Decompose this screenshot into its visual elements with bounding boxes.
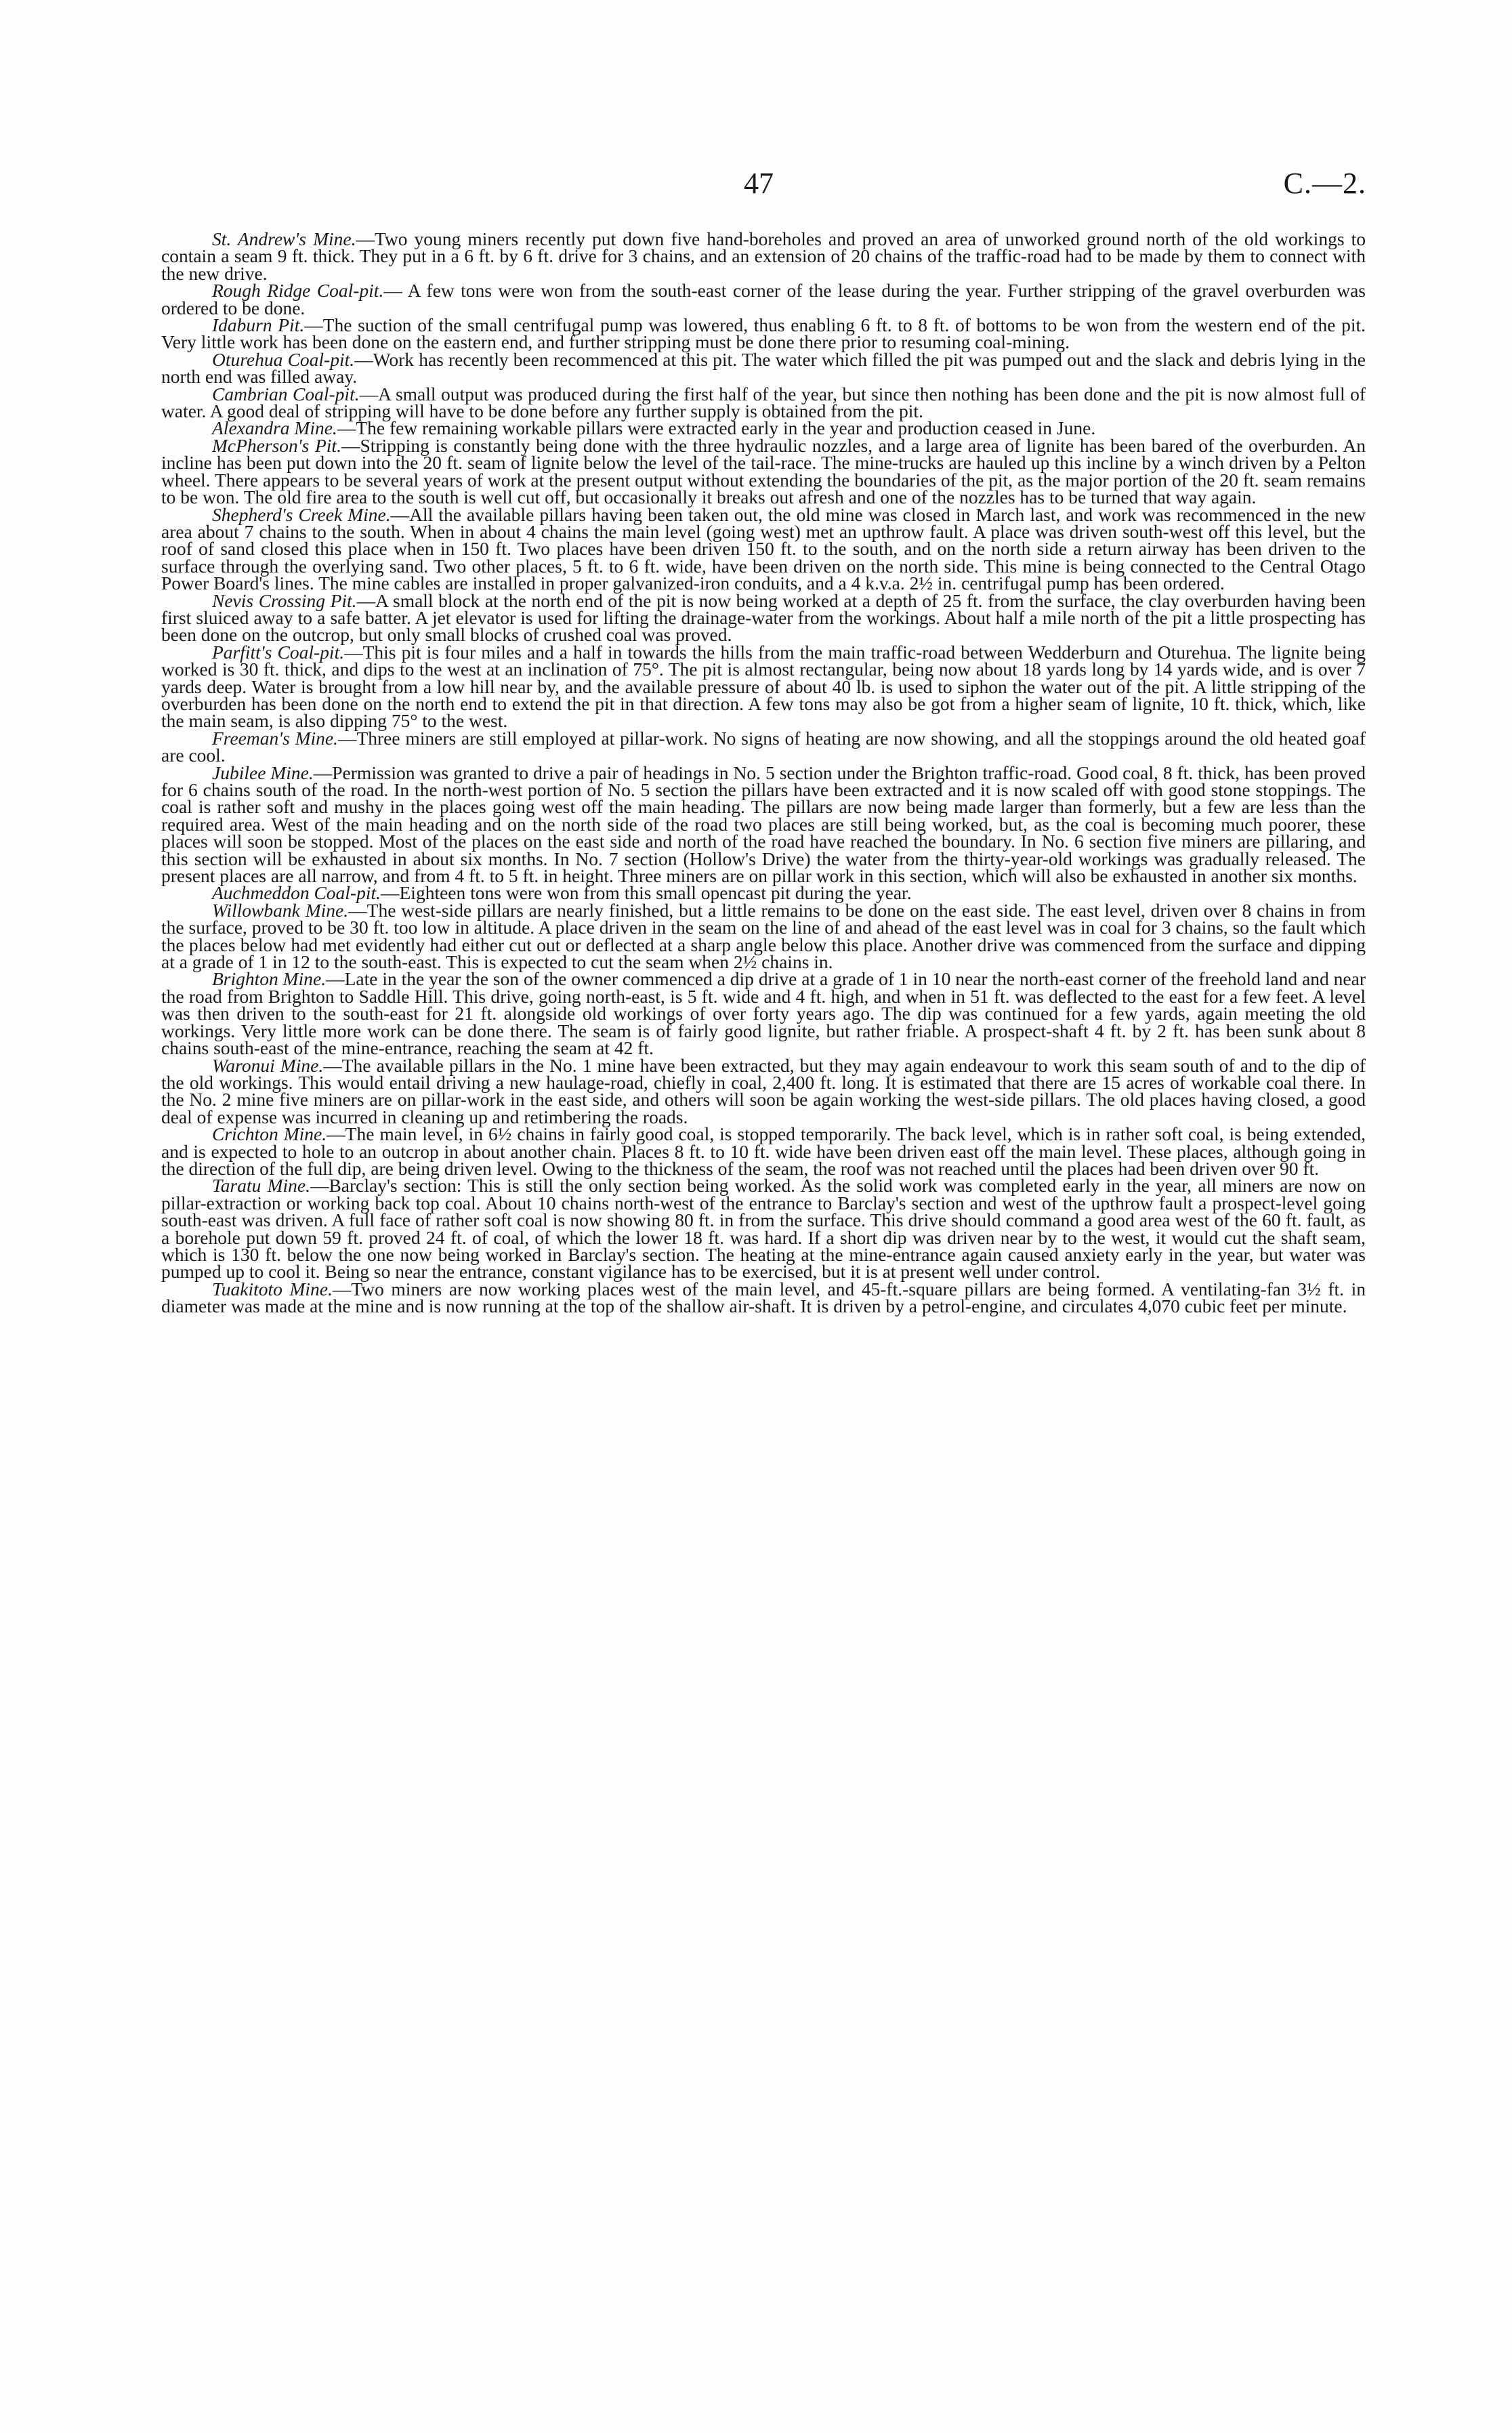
paragraph-jubilee-mine xyxy=(161,764,1366,885)
paragraph-tuakitoto-mine xyxy=(161,1278,1366,1317)
paragraph-mcphersons-pit xyxy=(161,434,1366,508)
paragraph-title: Crichton Mine. xyxy=(212,1123,327,1145)
paragraph-willowbank-mine xyxy=(161,899,1366,973)
paragraph-text: —This pit is four miles and a half in towards the hills from the main traffic-road between Wedderburn and Oturehua. The lignite being worked is 30 ft. thick, and dips to the west at an inclination of 75°. The pit is almost rectangular, being now about 18 yards long by 14 yards wide, and is over 7 yards deep. Water is brought from a low hill near by, and the available pressure of about 40 lb. is used to siphon the water out of the pit. A little stripping of the overburden has been done on the north end to extend the pit in that direction. A few tons may also be got from a higher seam of lignite, 10 ft. thick, which, like the main seam, is also dipping 75° to the west. xyxy=(161,641,1366,732)
paragraph-title: Freeman's Mine. xyxy=(212,727,338,749)
paragraph-text: —The suction of the small centrifugal pump was lowered, thus enabling 6 ft. to 8 ft. of bottoms to be won from the western end of the pit. Very little work has been done on the eastern end, and further stripping must be done there prior to resuming coal-mining. xyxy=(161,314,1366,353)
paragraph-title: Parfitt's Coal-pit. xyxy=(212,641,345,663)
paragraph-title: McPherson's Pit. xyxy=(212,434,341,456)
paragraph-title: Idaburn Pit. xyxy=(212,314,305,336)
paragraph-st-andrews-mine xyxy=(161,230,1366,282)
paragraph-text: —Eighteen tons were won from this small opencast pit during the year. xyxy=(381,882,912,904)
paragraph-text: —The main level, in 6½ chains in fairly good coal, is stopped temporarily. The back level, which is in rather soft coal, is being extended, and is expected to hole to an outcrop in about another chain. Places 8 ft. to 10 ft. wide have been driven east off the main level. These places, although going in the direction of the full dip, are being driven level. Owing to the thickness of the seam, the roof was not reached until the places had been driven over 90 ft. xyxy=(161,1123,1366,1179)
paragraph-parfitts-coal-pit xyxy=(161,641,1366,732)
paragraph-text: —Three miners are still employed at pillar-work. No signs of heating are now showing, and all the stoppings around the old heated goaf are cool. xyxy=(161,727,1366,766)
paragraph-text: — A few tons were won from the south-east corner of the lease during the year. Further stripping of the gravel overburden was ordered to be done. xyxy=(161,280,1366,318)
paragraph-freemans-mine xyxy=(161,727,1366,766)
page-number: 47 xyxy=(744,167,774,200)
paragraph-text: —Permission was granted to drive a pair of headings in No. 5 section under the Brighton traffic-road. Good coal, 8 ft. thick, has been proved for 6 chains south of the road. In the north-west portion of No. 5 section the pillars have been extracted and it is now scaled off with good stone stoppings. The coal is rather soft and mushy in the places going west off the main heading. The pillars are now being made larger than formerly, but a few are less than the required area. West of the main heading and on the north side of the road two places are still being worked, but, as the coal is becoming much poorer, these places will soon be stopped. Most of the places on the east side and north of the road have reached the boundary. In No. 6 section five miners are pillaring, and this section will be exhausted in about six months. In No. 7 section (Hollow's Drive) the water from the thirty-year-old workings was gradually released. The present places are all narrow, and from 4 ft. to 5 ft. in height. Three miners are on pillar work in this section, which will also be exhausted in another six months. xyxy=(161,762,1366,887)
paragraph-title: Nevis Crossing Pit. xyxy=(212,589,357,611)
paragraph-title: Jubilee Mine. xyxy=(212,762,314,783)
paragraph-title: Oturehua Coal-pit. xyxy=(212,348,355,370)
paragraph-title: Alexandra Mine. xyxy=(212,417,337,439)
paragraph-title: Waronui Mine. xyxy=(212,1054,324,1076)
paragraph-text: —A small block at the north end of the pit is now being worked at a depth of 25 ft. from the surface, the clay overburden having been first sluiced away to a safe batter. A jet elevator is used for lifting the drainage-water from the workings. About half a mile north of the pit a little prospecting has been done on the outcrop, but only small blocks of crushed coal was proved. xyxy=(161,589,1366,646)
paragraph-text: —A small output was produced during the first half of the year, but since then nothing has been done and the pit is now almost full of water. A good deal of stripping will have to be done before any further supply is obtained from the pit. xyxy=(161,383,1366,422)
paragraph-brighton-mine xyxy=(161,968,1366,1059)
paragraph-title: Willowbank Mine. xyxy=(212,899,349,921)
paragraph-text: —The few remaining workable pillars were extracted early in the year and production ceased in June. xyxy=(337,417,1096,439)
paragraph-title: St. Andrew's Mine. xyxy=(212,228,356,249)
paragraph-text: —All the available pillars having been taken out, the old mine was closed in March last, and work was recommenced in the new area about 7 chains to the south. When in about 4 chains the main level (going west) met an upthrow fault. A place was driven south-west off this level, but the roof of sand closed this place when in 150 ft. Two places have been driven 150 ft. to the south, and on the north side a return airway has been driven to the surface through the overlying sand. Two other places, 5 ft. to 6 ft. wide, have been driven on the north side. This mine is being connected to the Central Otago Power Board's lines. The mine cables are installed in proper galvanized-iron conduits, and a 4 k.v.a. 2½ in. centrifugal pump has been ordered. xyxy=(161,503,1366,594)
paragraph-title: Auchmeddon Coal-pit. xyxy=(212,882,381,904)
paragraph-text: —Late in the year the son of the owner commenced a dip drive at a grade of 1 in 10 near the north-east corner of the freehold land and near the road from Brighton to Saddle Hill. This drive, going north-east, is 5 ft. wide and 4 ft. high, and when in 51 ft. was deflected to the east for a few feet. A level was then driven to the south-east for 21 ft. alongside old workings of over forty years ago. The dip was continued for a few yards, again meeting the old workings. Very little more work can be done there. The seam is of fairly good lignite, but rather friable. A prospect-shaft 4 ft. by 2 ft. has been sunk about 8 chains south-east of the mine-entrance, reaching the seam at 42 ft. xyxy=(161,968,1366,1059)
paragraph-oturehua-coal-pit xyxy=(161,348,1366,388)
paragraph-text: —Two young miners recently put down five hand-boreholes and proved an area of unworked ground north of the old workings to contain a seam 9 ft. thick. They put in a 6 ft. by 6 ft. drive for 3 chains, and an extension of 20 chains of the traffic-road had to be made by them to connect with the new drive. xyxy=(161,228,1366,284)
paragraph-rough-ridge-coal-pit xyxy=(161,282,1366,316)
paragraph-title: Shepherd's Creek Mine. xyxy=(212,503,391,525)
paragraph-cambrian-coal-pit xyxy=(161,383,1366,422)
paragraph-text: —Work has recently been recommenced at this pit. The water which filled the pit was pumped out and the slack and debris lying in the north end was filled away. xyxy=(161,348,1366,388)
paragraph-shepherds-creek-mine xyxy=(161,503,1366,594)
paragraph-title: Cambrian Coal-pit. xyxy=(212,383,360,404)
paragraph-title: Rough Ridge Coal-pit. xyxy=(212,280,384,301)
paragraph-text: —The available pillars in the No. 1 mine have been extracted, but they may again endeavour to work this seam south of and to the dip of the old workings. This would entail driving a new haulage-road, chiefly in coal, 2,400 ft. long. It is estimated that there are 15 acres of workable coal there. In the No. 2 mine five miners are on pillar-work in the east side, and others will soon be again working the west-side pillars. The old places having closed, a good deal of expense was incurred in cleaning up and retimbering the roads. xyxy=(161,1054,1366,1127)
paragraph-idaburn-pit xyxy=(161,316,1366,351)
paragraph-taratu-mine xyxy=(161,1175,1366,1283)
report-body xyxy=(161,230,1366,1315)
paragraph-crichton-mine xyxy=(161,1125,1366,1177)
paragraph-text: —Two miners are now working places west of the main level, and 45-ft.-square pillars are being formed. A ventilating-fan 3½ ft. in diameter was made at the mine and is now running at the top of the shallow air-shaft. It is driven by a petrol-engine, and circulates 4,070 cubic feet per minute. xyxy=(161,1278,1366,1317)
paragraph-title: Taratu Mine. xyxy=(212,1175,310,1197)
paragraph-title: Brighton Mine. xyxy=(212,968,327,990)
page-header xyxy=(0,166,1512,213)
paragraph-text: —Stripping is constantly being done with the three hydraulic nozzles, and a large area of lignite has been bared of the overburden. An incline has been put down into the 20 ft. seam of lignite below the level of the tail-race. The mine-trucks are hauled up this incline by a winch driven by a Pelton wheel. There appears to be several years of work at the present output without extending the boundaries of the pit, as the major portion of the 20 ft. seam remains to be won. The old fire area to the south is well cut off, but occasionally it breaks out afresh and one of the nozzles has to be turned that way again. xyxy=(161,434,1366,508)
paragraph-waronui-mine xyxy=(161,1054,1366,1127)
paragraph-nevis-crossing-pit xyxy=(161,589,1366,646)
paragraph-text: —The west-side pillars are nearly finished, but a little remains to be done on the east side. The east level, driven over 8 chains in from the surface, proved to be 30 ft. too low in altitude. A place driven in the seam on the line of and ahead of the east level was in coal for 3 chains, so the fault which the places below had met evidently had either cut out or deflected at a sharp angle below this place. Another drive was commenced from the surface and dipping at a grade of 1 in 12 to the south-east. This is expected to cut the seam when 2½ chains in. xyxy=(161,899,1366,973)
paragraph-title: Tuakitoto Mine. xyxy=(212,1278,333,1299)
document-reference: C.—2. xyxy=(1283,167,1366,200)
paragraph-text: —Barclay's section: This is still the only section being worked. As the solid work was completed early in the year, all miners are now on pillar-extraction or working back top coal. About 10 chains north-west of the entrance to Barclay's section and west of the upthrow fault a prospect-level going south-east was driven. A full face of rather soft coal is now showing 80 ft. in from the surface. This drive should command a good area west of the 60 ft. fault, as a borehole put down 59 ft. proved 24 ft. of coal, of which the lower 18 ft. was hard. If a short dip was driven near by to the west, it would cut the shaft seam, which is 130 ft. below the one now being worked in Barclay's section. The heating at the mine-entrance again caused anxiety early in the year, but water was pumped up to cool it. Being so near the entrance, constant vigilance has to be exercised, but it is at present well under control. xyxy=(161,1175,1366,1283)
